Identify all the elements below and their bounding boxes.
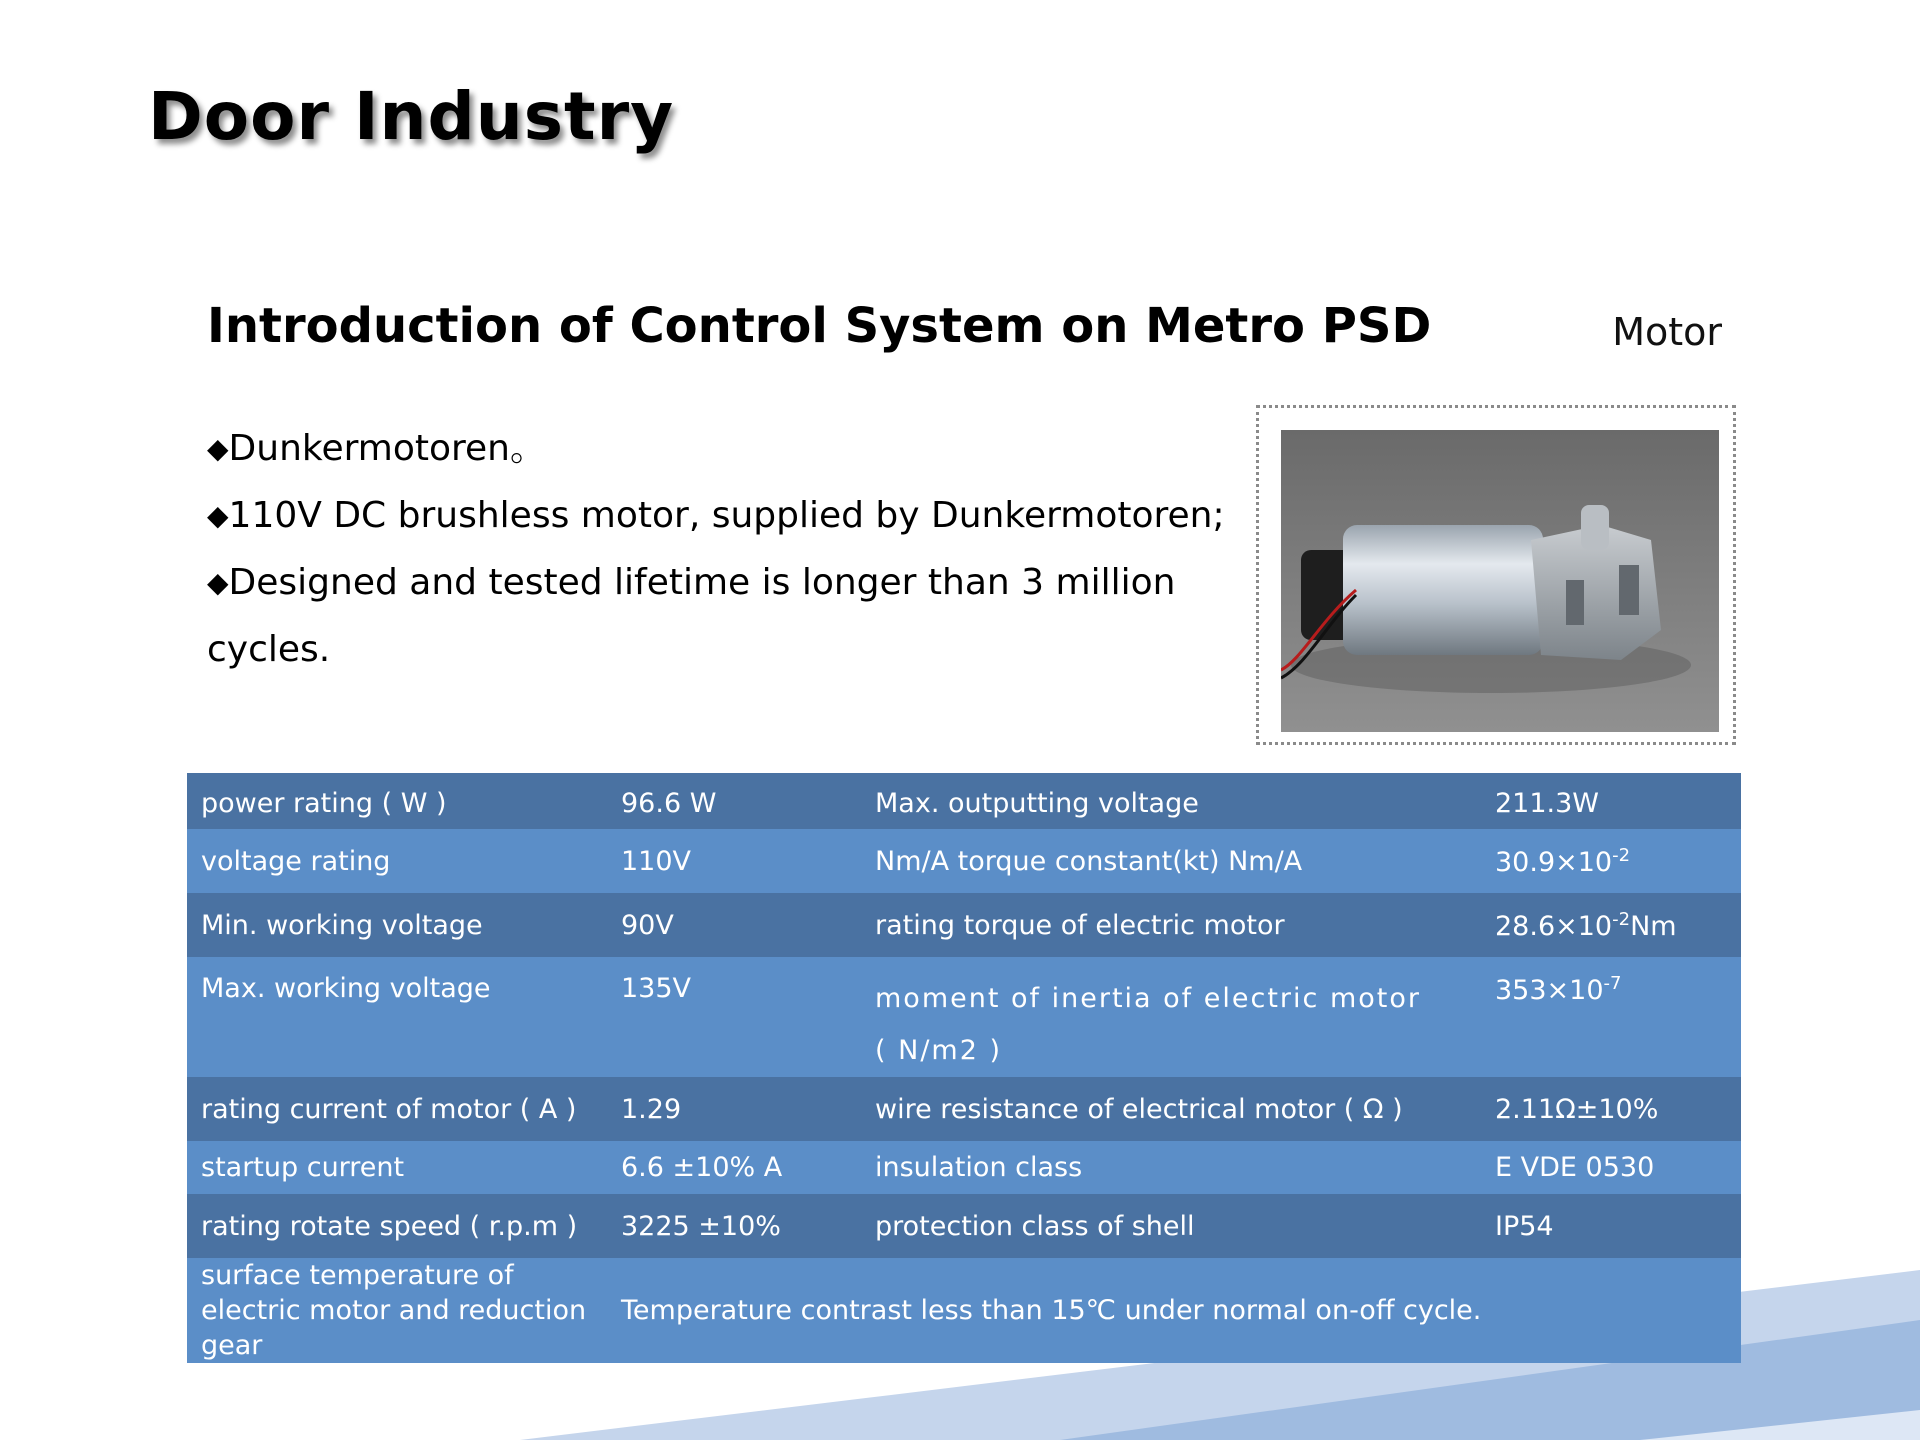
spec-label: rating rotate speed ( r.p.m ): [187, 1194, 607, 1258]
spec-value: 135V: [607, 957, 861, 1077]
table-row: [187, 957, 1741, 1077]
spec-value-exponent: -2: [1612, 844, 1631, 866]
diamond-bullet-icon: ◆: [207, 499, 229, 532]
spec-label: Max. working voltage: [187, 957, 607, 1077]
spec-label: Min. working voltage: [187, 893, 607, 957]
motor-photo: [1281, 430, 1719, 732]
spec-value: 96.6 W: [607, 773, 861, 829]
spec-value-base: 28.6×10: [1495, 910, 1613, 942]
spec-value: E VDE 0530: [1481, 1141, 1741, 1194]
diamond-bullet-icon: ◆: [207, 566, 229, 599]
spec-label: voltage rating: [187, 829, 607, 893]
spec-label: startup current: [187, 1141, 607, 1194]
table-row: [187, 1194, 1741, 1258]
spec-value: Temperature contrast less than 15℃ under normal on-off cycle.: [607, 1258, 1741, 1363]
spec-value: [1481, 829, 1741, 893]
bullet-text: cycles.: [207, 629, 331, 670]
motor-photo-frame: [1256, 405, 1736, 745]
spec-value: 211.3W: [1481, 773, 1741, 829]
table-row: [187, 1141, 1741, 1194]
spec-label: [861, 957, 1481, 1077]
table-row: [187, 893, 1741, 957]
motor-label: Motor: [1612, 310, 1722, 354]
spec-value-exponent: -2: [1612, 908, 1631, 930]
bullet-list: [207, 415, 1227, 683]
spec-value: [1481, 893, 1741, 957]
table-row: [187, 1258, 1741, 1363]
spec-label: wire resistance of electrical motor ( Ω ): [861, 1077, 1481, 1141]
spec-value: [1481, 957, 1741, 1077]
spec-label-line: ( N/m2 ): [875, 1035, 1003, 1066]
bullet-text: Dunkermotoren。: [228, 428, 546, 469]
bullet-item: [207, 616, 1227, 683]
spec-label: insulation class: [861, 1141, 1481, 1194]
spec-label-line: moment of inertia of electric motor: [875, 983, 1421, 1014]
bullet-text: 110V DC brushless motor, supplied by Dunkermotoren;: [228, 495, 1225, 536]
table-row: [187, 773, 1741, 829]
diamond-bullet-icon: ◆: [207, 432, 229, 465]
spec-value: 90V: [607, 893, 861, 957]
spec-label: rating torque of electric motor: [861, 893, 1481, 957]
page-title: Door Industry: [148, 78, 675, 155]
spec-value: 110V: [607, 829, 861, 893]
bullet-text: Designed and tested lifetime is longer than 3 million: [228, 562, 1176, 603]
bullet-item: [207, 415, 1227, 482]
section-title: Introduction of Control System on Metro PSD: [207, 298, 1432, 354]
table-row: [187, 829, 1741, 893]
spec-value-base: 30.9×10: [1495, 846, 1613, 878]
spec-value: IP54: [1481, 1194, 1741, 1258]
spec-value-base: 353×10: [1495, 975, 1604, 1006]
spec-value-unit: Nm: [1630, 910, 1677, 942]
spec-value: 1.29: [607, 1077, 861, 1141]
bullet-item: [207, 482, 1227, 549]
bullet-item: [207, 549, 1227, 616]
spec-value-exponent: -7: [1603, 973, 1622, 994]
motor-spec-table: [187, 773, 1741, 1363]
spec-value: 2.11Ω±10%: [1481, 1077, 1741, 1141]
spec-label: power rating ( W ): [187, 773, 607, 829]
spec-label: protection class of shell: [861, 1194, 1481, 1258]
spec-label: surface temperature of electric motor and reduction gear: [187, 1258, 607, 1363]
spec-label: Nm/A torque constant(kt) Nm/A: [861, 829, 1481, 893]
motor-illustration: [1281, 430, 1719, 732]
spec-value: 3225 ±10%: [607, 1194, 861, 1258]
spec-value: 6.6 ±10% A: [607, 1141, 861, 1194]
spec-label: Max. outputting voltage: [861, 773, 1481, 829]
spec-label: rating current of motor ( A ): [187, 1077, 607, 1141]
table-row: [187, 1077, 1741, 1141]
